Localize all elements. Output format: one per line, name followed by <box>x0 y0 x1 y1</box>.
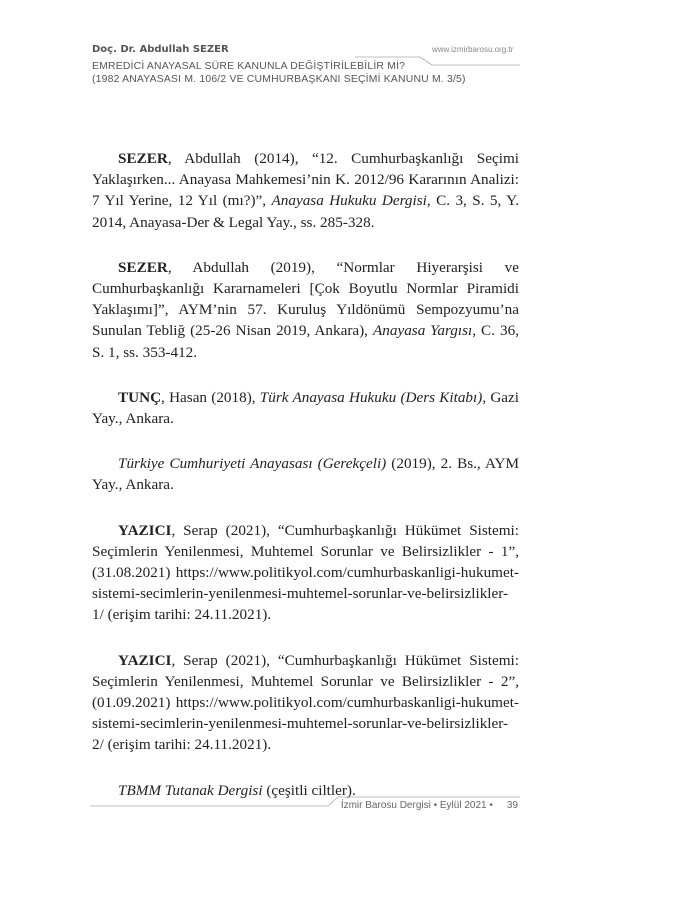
ref-url[interactable]: https://www.politikyol.com/cumhurbaskanligi-hukumet-sistemi-secimlerin-yenilenmesi-muhtemel-sorunlar-ve-belirsizlikler-2/ <box>92 694 519 754</box>
reference-item <box>92 780 519 801</box>
ref-text: , Serap (2021), “Cumhurbaşkanlığı Hükümet Sistemi: Seçimlerin Yenilenmesi, Muhtemel Sorunlar ve Belirsizlikler - 2”, (01.09.2021) <box>92 651 519 712</box>
ref-details: , Gazi Yay., Ankara. <box>92 388 520 428</box>
ref-author: SEZER <box>118 258 168 276</box>
page-number: 39 <box>506 800 518 811</box>
ref-text: , Hasan (2018), <box>161 388 260 406</box>
ref-title: TBMM Tutanak Dergisi <box>118 781 263 799</box>
ref-text: , Abdullah (2014), “12. Cumhurbaşkanlığı Seçimi Yaklaşırken... Anayasa Mahkemesi’nin K. 2012/96 Kararının Analizi: 7 Yıl Yerine, 12 Yıl (mı?)”, <box>92 150 519 210</box>
ref-journal: Anayasa Hukuku Dergisi <box>271 192 427 210</box>
header-title-line-2: (1982 ANAYASASI M. 106/2 VE CUMHURBAŞKANI SEÇİMİ KANUNU M. 3/5) <box>92 74 466 85</box>
footer-journal: İzmir Barosu Dergisi • Eylül 2021 • <box>340 800 493 811</box>
header-author: Doç. Dr. Abdullah SEZER <box>92 44 229 55</box>
reference-item <box>92 257 519 363</box>
header-rule <box>355 57 520 65</box>
reference-item <box>92 453 519 495</box>
header-url: www.izmirbarosu.org.tr <box>432 45 514 54</box>
ref-text: , Abdullah (2019), “Normlar Hiyerarşisi ve Cumhurbaşkanlığı Kararnameleri [Çok Boyutlu Normlar Piramidi Yaklaşımı]”, AYM’nin 57. Kuruluş Yıldönümü Sempozyumu’na Sunulan Tebliğ (25-26 Nisan 2019, Ankara), <box>92 258 519 340</box>
ref-details: , C. 36, S. 1, ss. 353-412. <box>92 322 519 361</box>
ref-details: (2019), 2. Bs., AYM Yay., Ankara. <box>92 455 519 494</box>
ref-author: YAZICI <box>118 521 172 539</box>
ref-details: (erişim tarihi: 24.11.2021). <box>103 736 272 754</box>
ref-details: (erişim tarihi: 24.11.2021). <box>103 606 272 624</box>
reference-item <box>92 148 519 233</box>
ref-title: Türkiye Cumhuriyeti Anayasası (Gerekçeli) <box>118 455 387 473</box>
reference-item <box>92 387 519 429</box>
ref-text: , Serap (2021), “Cumhurbaşkanlığı Hükümet Sistemi: Seçimlerin Yenilenmesi, Muhtemel Sorunlar ve Belirsizlikler - 1”, (31.08.2021) <box>92 521 519 582</box>
references-list <box>92 148 519 825</box>
ref-author: SEZER <box>118 150 168 167</box>
footer <box>300 800 518 812</box>
ref-author: TUNÇ <box>118 388 162 406</box>
ref-author: YAZICI <box>118 651 172 669</box>
ref-title: Türk Anayasa Hukuku (Ders Kitabı) <box>259 388 483 406</box>
ref-details: , C. 3, S. 5, Y. 2014, Anayasa-Der & Legal Yay., ss. 285-328. <box>92 192 519 231</box>
ref-url[interactable]: https://www.politikyol.com/cumhurbaskanligi-hukumet-sistemi-secimlerin-yenilenmesi-muhtemel-sorunlar-ve-belirsizlikler-1/ <box>92 564 519 624</box>
ref-details: (çeşitli ciltler). <box>262 781 356 799</box>
ref-journal: Anayasa Yargısı <box>372 322 473 340</box>
header-title-line-1: EMREDİCİ ANAYASAL SÜRE KANUNLA DEĞİŞTİRİLEBİLİR Mİ? <box>92 61 406 72</box>
reference-item <box>92 520 519 626</box>
reference-item <box>92 650 519 756</box>
